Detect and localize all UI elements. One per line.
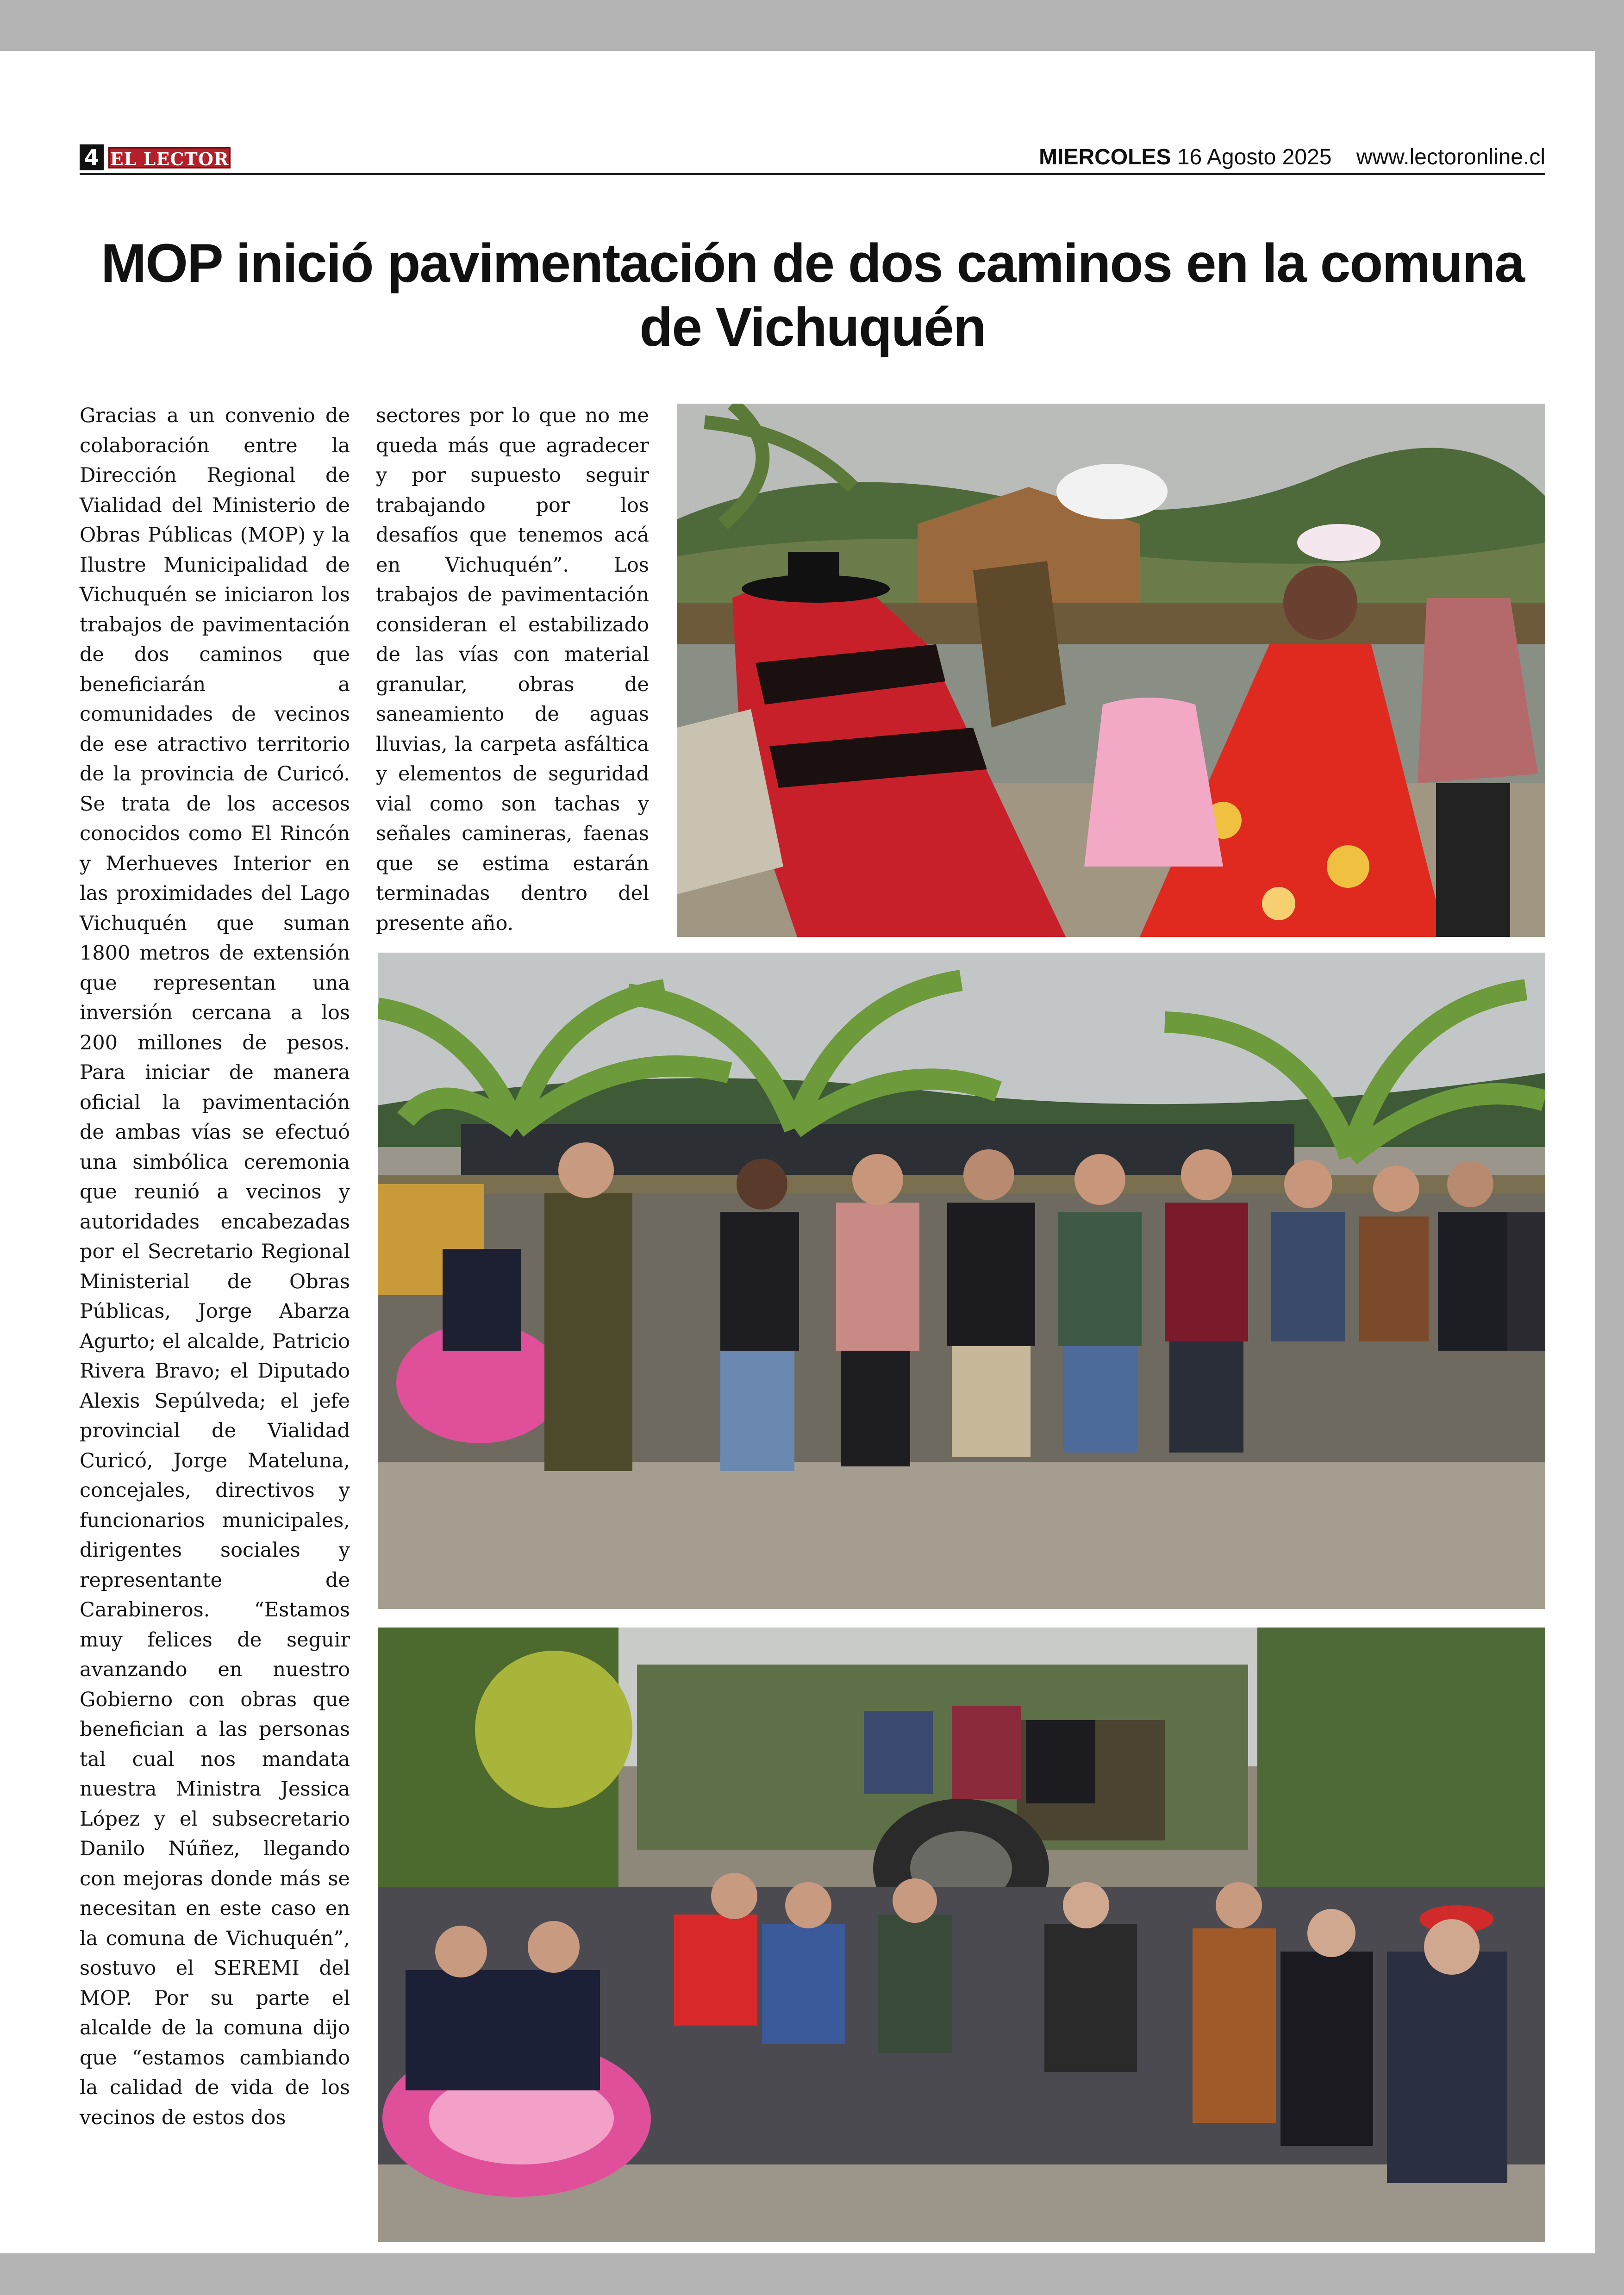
newspaper-page: [0, 51, 1595, 2253]
headline-line-2: de Vichuquén: [639, 297, 986, 358]
article-column-2: sectores por lo que no me queda más que agradecer y por supuesto seguir trabajando por los desafíos que tenemos acá en Vichuquén”. Los trabajos de pavimentación consideran el estabilizado de las vías con material granular, obras de saneamiento de aguas lluvias, la carpeta asfáltica y elementos de seguridad vial como son tachas y señales camineras, faenas que se estima estarán terminadas dentro del presente año.: [376, 404, 649, 935]
photo-cueca-dancers: [677, 404, 1545, 937]
dateline: [1039, 143, 1545, 171]
dateline-day: MIERCOLES: [1039, 145, 1171, 169]
photo-authorities-lineup: [378, 953, 1545, 1609]
page-header: [80, 141, 1545, 175]
article-column-1: Gracias a un convenio de colaboración entre la Dirección Regional de Vialidad del Ministerio de Obras Públicas (MOP) y la Ilustre Municipalidad de Vichuquén se iniciaron los trabajos de pavimentación de dos caminos que beneficiarán a comunidades de vecinos de ese atractivo territorio de la provincia de Curicó. Se trata de los accesos conocidos como El Rincón y Merhueves Interior en las proximidades del Lago Vichuquén que suman 1800 metros de extensión que representan una inversión cercana a los 200 millones de pesos. Para iniciar de manera oficial la pavimentación de ambas vías se efectuó una simbólica ceremonia que reunió a vecinos y autoridades encabezadas por el Secretario Regional Ministerial de Obras Públicas, Jorge Abarza Agurto; el alcalde, Patricio Rivera Bravo; el Diputado Alexis Sepúlveda; el jefe provincial de Vialidad Curicó, Jorge Mateluna, concejales, directivos y funcionarios municipales, dirigentes sociales y representante de Carabineros. “Estamos muy felices de seguir avanzando en nuestro Gobierno con obras que benefician a las personas tal cual nos mandata nuestra Ministra Jessica López y el subsecretario Danilo Núñez, llegando con mejoras donde más se necesitan en este caso en la comuna de Vichuquén”, sostuvo el SEREMI del MOP. Por su parte el alcalde de la comuna dijo que “estamos cambiando la calidad de vida de los vecinos de estos dos: [80, 404, 350, 2129]
headline: [80, 231, 1545, 359]
page-number: 4: [80, 144, 104, 170]
newspaper-logo: EL LECTOR: [108, 147, 231, 168]
dateline-date: 16 Agosto 2025: [1177, 145, 1332, 169]
photo-group-machinery: [378, 1628, 1545, 2242]
website-link[interactable]: www.lectoronline.cl: [1356, 145, 1545, 169]
headline-line-1: MOP inició pavimentación de dos caminos en la comuna: [100, 233, 1524, 294]
